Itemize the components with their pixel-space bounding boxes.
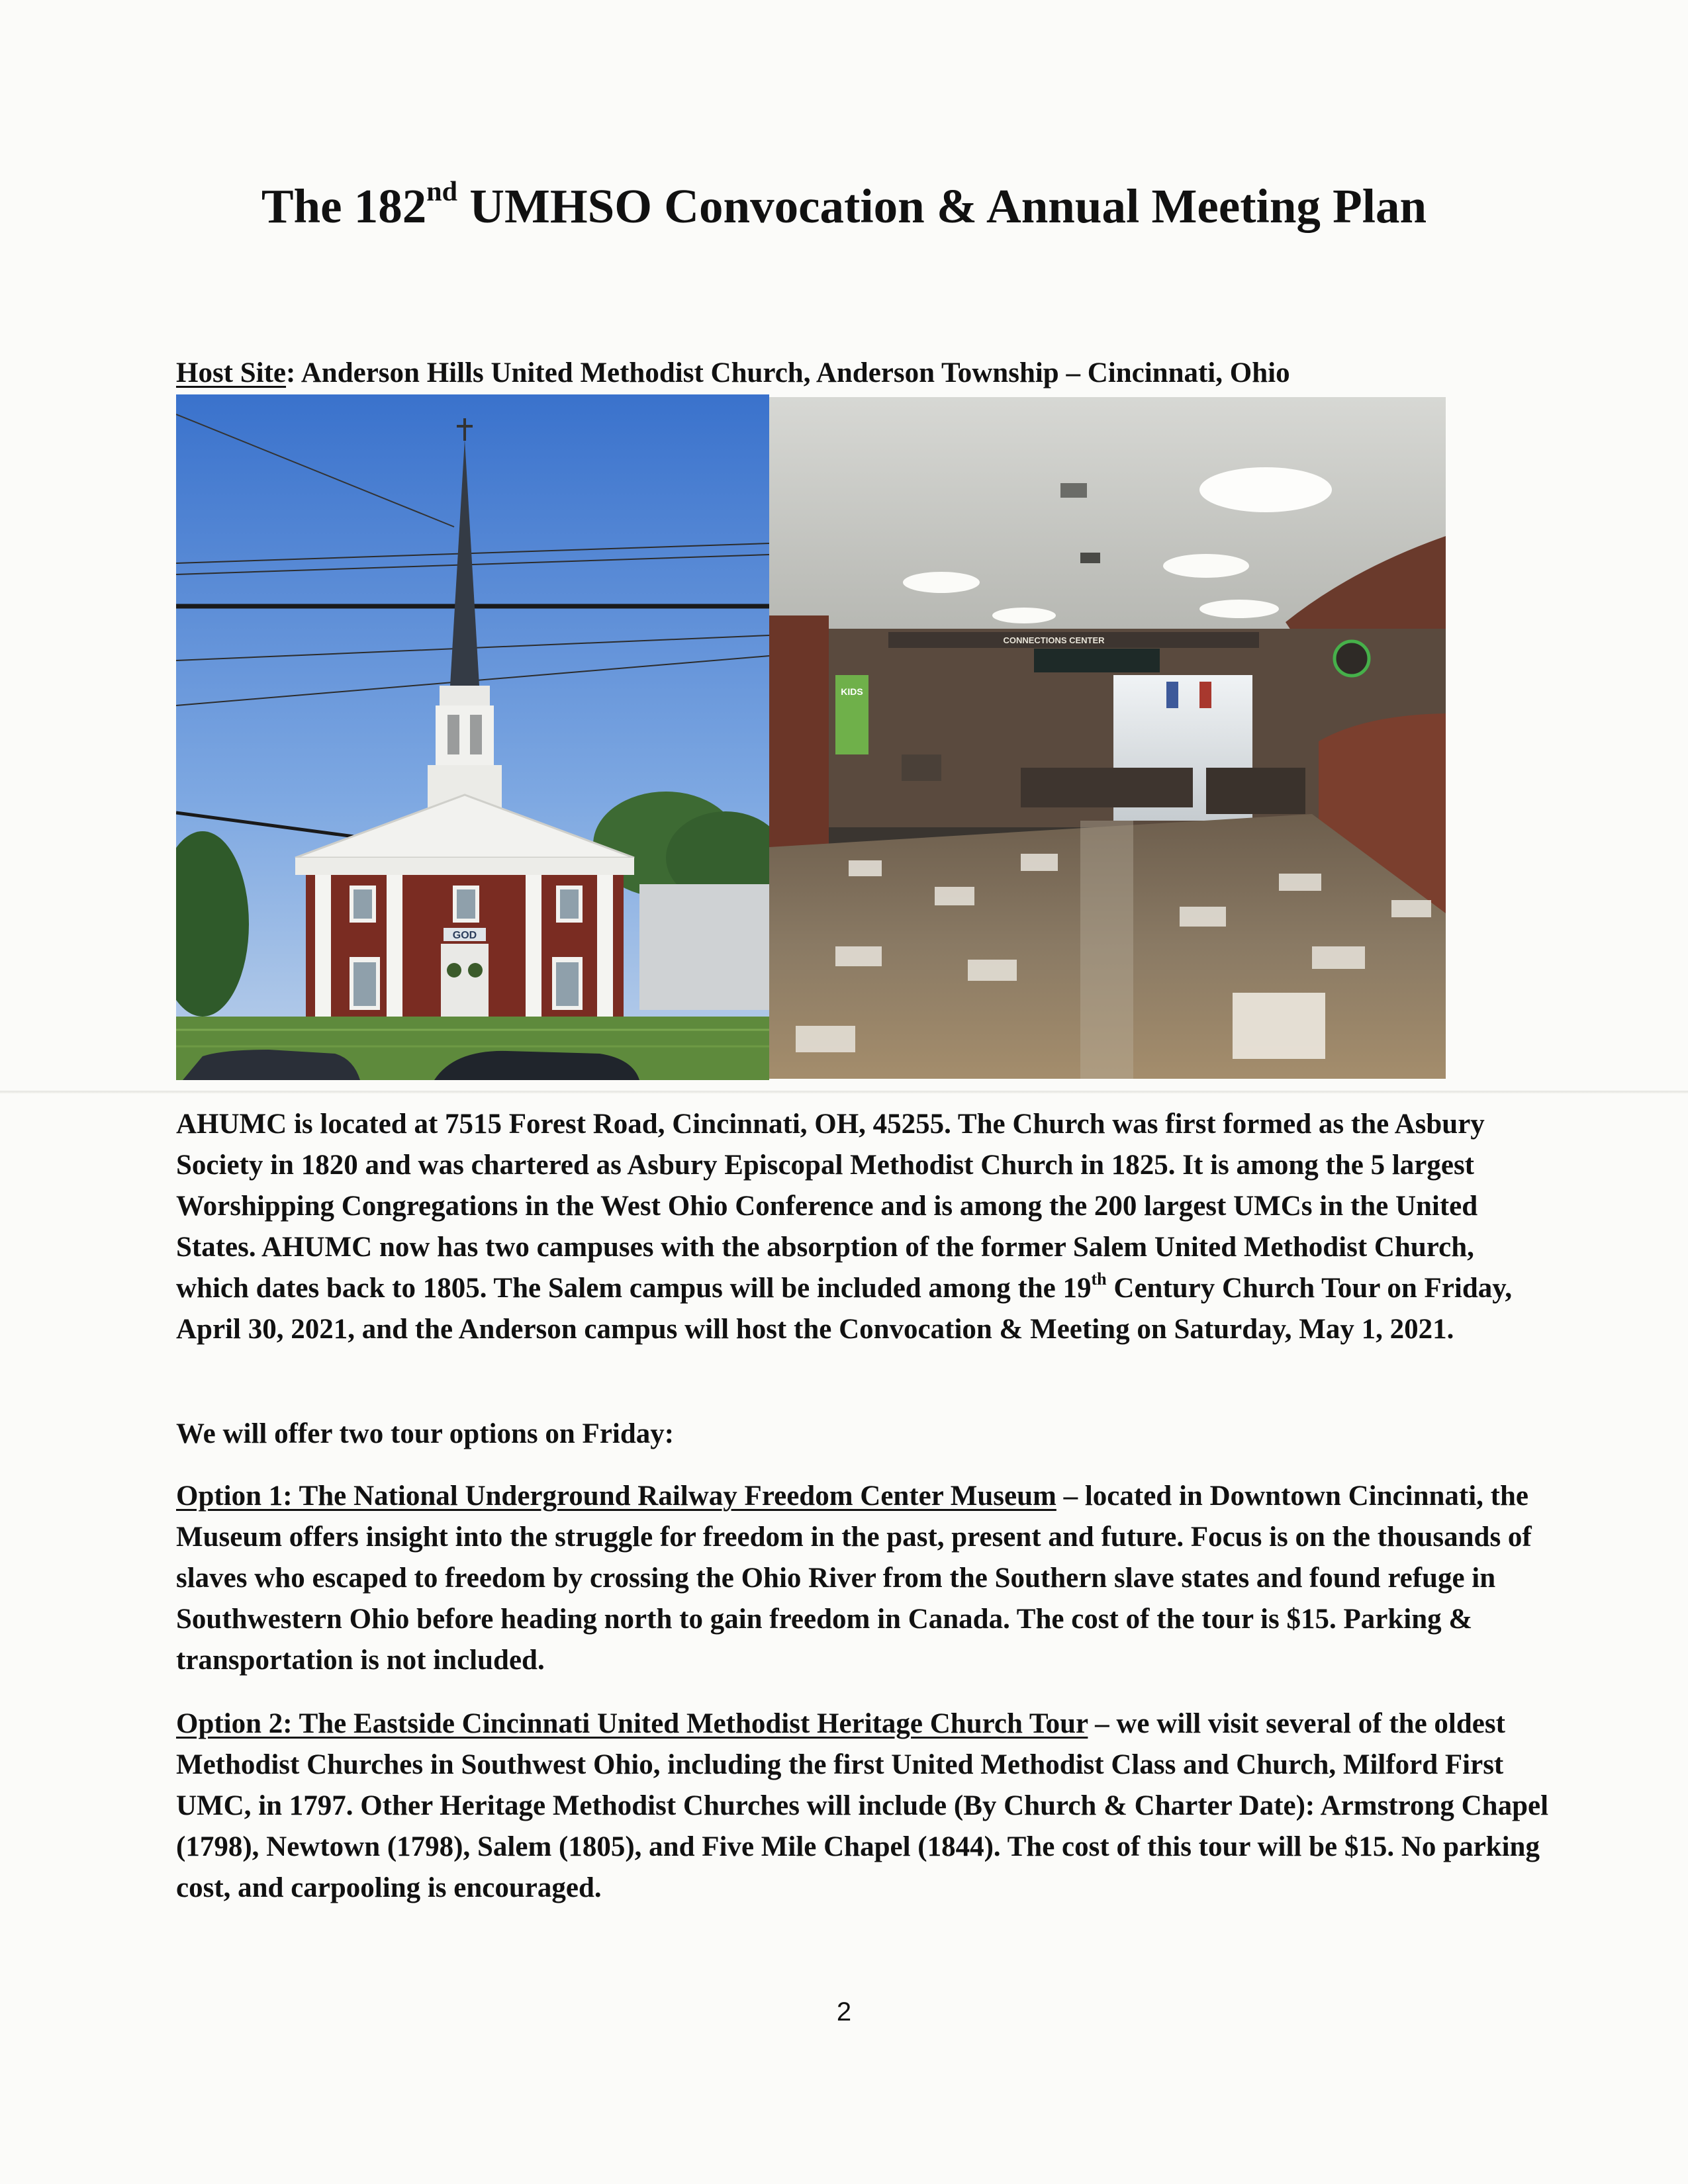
paragraph1-part1: AHUMC is located at 7515 Forest Road, Cincinnati, OH, 45255. The Church was first formed as the Asbury Society in 1820 and was chartered as Asbury Episcopal Methodist Church in 1825. It is among the 5 largest Worshipping Congregations in the West Ohio Conference and is among the 200 largest UMCs in the United States. AHUMC now has two campuses with the absorption of the former Salem United Methodist Church, which dates back to 1805. The Salem campus will be included among the 19 <box>176 1109 1485 1304</box>
host-site-line <box>176 356 1533 390</box>
title-prefix: The 182 <box>261 179 427 233</box>
lobby-illustration <box>769 397 1446 1079</box>
kids-sign-text: KIDS <box>841 686 863 697</box>
paragraph-option-2 <box>176 1704 1553 1909</box>
church-exterior-photo <box>176 394 769 1080</box>
paragraph1-superscript: th <box>1091 1269 1107 1289</box>
church-illustration <box>176 394 769 1080</box>
paragraph-location-history <box>176 1104 1553 1350</box>
paragraph1-part2: Century Church Tour on Friday, April 30, 2021, and the Anderson campus will host the Convocation & Meeting on Saturday, May 1, 2021. <box>176 1273 1513 1345</box>
page-number: 2 <box>836 1997 852 2026</box>
lobby-sign-text: CONNECTIONS CENTER <box>1003 635 1105 645</box>
option2-heading: Option 2: The Eastside Cincinnati United Methodist Heritage Church Tour <box>176 1708 1088 1739</box>
church-sign-text: GOD <box>452 930 477 941</box>
host-site-colon: : <box>286 357 296 388</box>
option2-body: – we will visit several of the oldest Methodist Churches in Southwest Ohio, including the first United Methodist Class and Church, Milford First UMC, in 1797. Other Heritage Methodist Churches will include (By Church & Charter Date): Armstrong Chapel (1798), Newtown (1798), Salem (1805), and Five Mile Chapel (1844). The cost of this tour will be $15. No parking cost, and carpooling is encouraged. <box>176 1708 1549 1903</box>
title-superscript: nd <box>426 176 458 207</box>
page-fold-line <box>0 1091 1688 1093</box>
host-site-label: Host Site <box>176 357 287 388</box>
option1-heading: Option 1: The National Underground Railway Freedom Center Museum <box>176 1480 1056 1512</box>
paragraph-tour-intro: We will offer two tour options on Friday: <box>176 1418 675 1449</box>
host-site-text: Anderson Hills United Methodist Church, Anderson Township – Cincinnati, Ohio <box>295 357 1290 388</box>
paragraph-option-1 <box>176 1476 1553 1681</box>
page-title <box>0 177 1688 236</box>
lobby-interior-photo <box>769 397 1446 1079</box>
title-suffix: UMHSO Convocation & Annual Meeting Plan <box>457 179 1427 233</box>
option1-body: – located in Downtown Cincinnati, the Museum offers insight into the struggle for freedom in the past, present and future. Focus is on the thousands of slaves who escaped to freedom by crossing the Ohio River from the Southern slave states and found refuge in Southwestern Ohio before heading north to gain freedom in Canada. The cost of the tour is $15. Parking & transportation is not included. <box>176 1480 1532 1676</box>
